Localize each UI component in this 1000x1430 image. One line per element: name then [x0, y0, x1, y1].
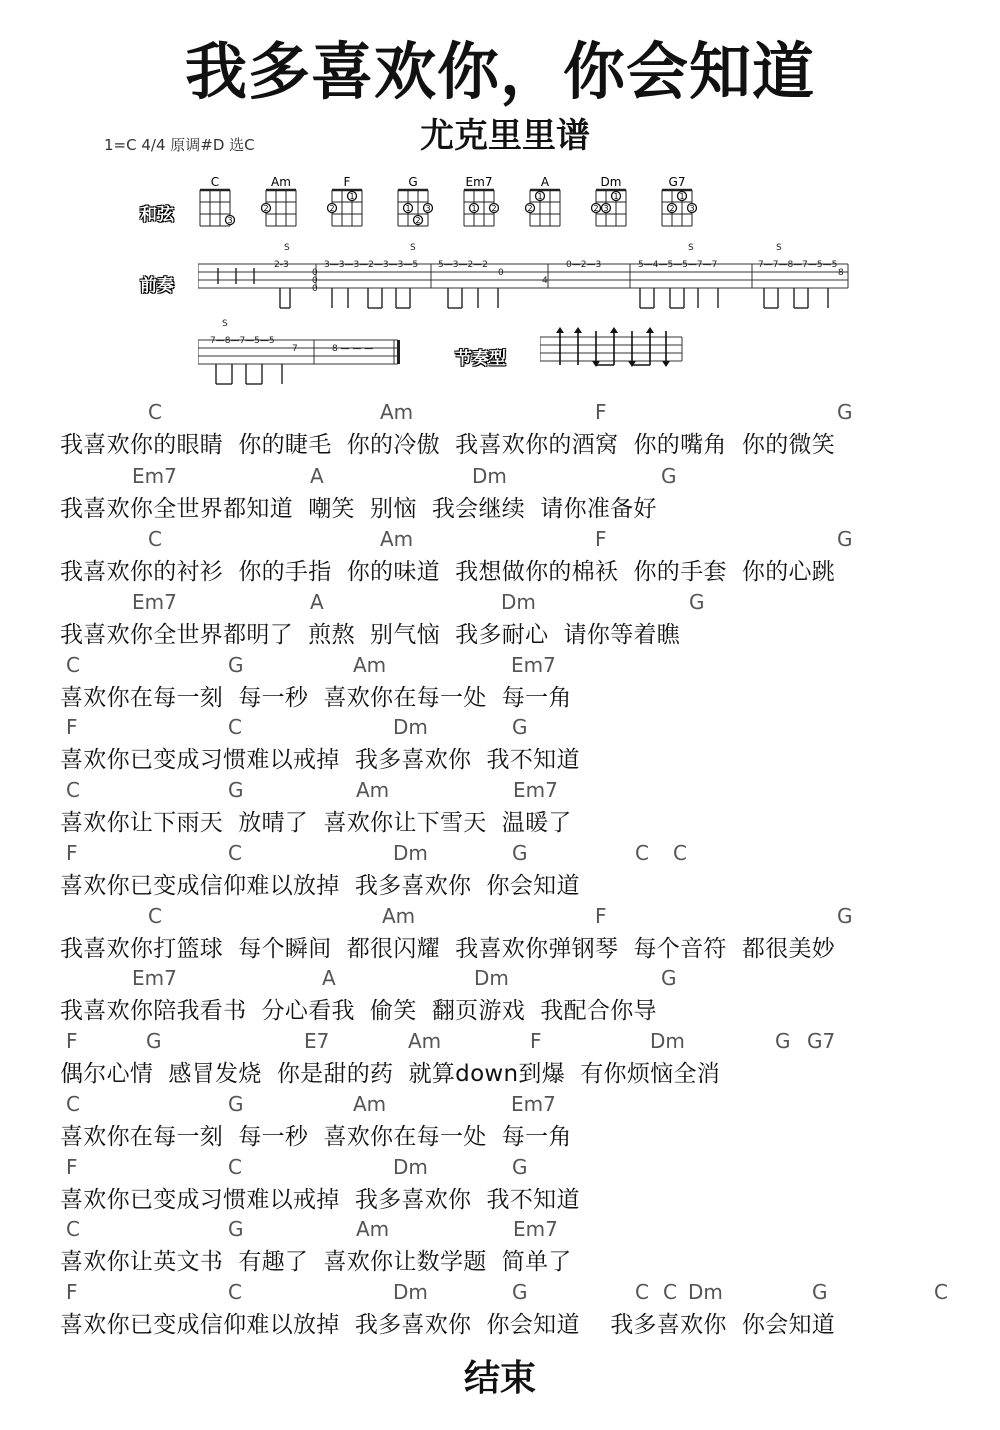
lyric-line	[60, 400, 980, 459]
chords-label: 和弦	[140, 205, 174, 225]
chord-label: G	[512, 1155, 528, 1179]
chord-diagram-am	[262, 175, 297, 226]
chord-name: G7	[668, 175, 686, 189]
svg-text:3: 3	[603, 204, 609, 213]
lyric-text: 喜欢你已变成信仰难以放掉 我多喜欢你 你会知道	[60, 873, 580, 899]
chord-label: G	[661, 464, 677, 488]
chord-label: C	[228, 1155, 242, 1179]
chord-label: C	[66, 1092, 80, 1116]
lyric-line	[60, 715, 980, 774]
svg-text:1: 1	[405, 204, 411, 213]
chord-row	[60, 653, 980, 679]
chord-name: Em7	[465, 175, 493, 189]
svg-text:1: 1	[471, 204, 477, 213]
chord-label: Em7	[132, 966, 177, 990]
svg-text:0—2—3: 0—2—3	[566, 260, 602, 270]
chord-label: Em7	[132, 464, 177, 488]
chord-label: C	[635, 841, 649, 865]
chord-label: A	[322, 966, 336, 990]
chord-label: G	[228, 1217, 244, 1241]
chord-diagram-g7	[662, 175, 697, 226]
svg-text:8 — — —: 8 — — —	[332, 344, 374, 354]
svg-text:0: 0	[312, 276, 318, 286]
chord-label: C	[934, 1280, 948, 1304]
chord-label: Dm	[688, 1280, 723, 1304]
chord-label: Dm	[501, 590, 536, 614]
lyric-text: 我喜欢你陪我看书 分心看我 偷笑 翻页游戏 我配合你导	[60, 998, 657, 1024]
chord-label: G	[228, 653, 244, 677]
chord-label: F	[66, 715, 78, 739]
chord-label: G	[228, 1092, 244, 1116]
chord-label: Dm	[393, 715, 428, 739]
chord-label: Em7	[513, 778, 558, 802]
chord-label: C	[663, 1280, 677, 1304]
lyric-text: 我喜欢你打篮球 每个瞬间 都很闪耀 我喜欢你弹钢琴 每个音符 都很美妙	[60, 936, 836, 962]
chord-row	[60, 778, 980, 804]
lyric-line	[60, 653, 980, 712]
svg-text:3: 3	[227, 216, 233, 225]
chord-label: C	[148, 904, 162, 928]
chord-row	[60, 966, 980, 992]
chord-diagram-a	[526, 175, 561, 226]
chord-label: C	[228, 1280, 242, 1304]
chord-row	[60, 1092, 980, 1118]
key-info: 1=C 4/4 原调#D 选C	[104, 136, 255, 154]
chord-label: Am	[408, 1029, 442, 1053]
chord-label: F	[66, 1280, 78, 1304]
chord-row	[60, 904, 980, 930]
chord-label: A	[310, 464, 324, 488]
chord-label: Am	[380, 527, 414, 551]
svg-text:S: S	[776, 243, 782, 253]
svg-text:7: 7	[292, 344, 298, 354]
lyric-line	[60, 1029, 980, 1088]
chord-label: G	[837, 527, 853, 551]
svg-text:2: 2	[491, 204, 497, 213]
chord-label: C	[66, 653, 80, 677]
intro-label: 前奏	[140, 276, 174, 296]
chord-label: F	[595, 904, 607, 928]
chord-label: E7	[304, 1029, 330, 1053]
svg-text:5—4—5—5—7—7: 5—4—5—5—7—7	[638, 260, 718, 270]
chord-label: C	[66, 778, 80, 802]
chord-label: Em7	[511, 1092, 556, 1116]
chord-label: G	[775, 1029, 791, 1053]
chord-label: Am	[353, 653, 387, 677]
lyric-line	[60, 1092, 980, 1151]
chord-label: F	[66, 1029, 78, 1053]
chord-label: C	[66, 1217, 80, 1241]
svg-text:S: S	[410, 243, 416, 253]
chord-label: G	[512, 1280, 528, 1304]
chord-label: Dm	[650, 1029, 685, 1053]
chord-diagram-c	[200, 175, 235, 226]
intro-tab-row-2	[198, 312, 404, 388]
svg-text:4: 4	[542, 276, 548, 286]
lyric-line	[60, 778, 980, 837]
chord-label: C	[673, 841, 687, 865]
chord-row	[60, 1029, 980, 1055]
chord-label: C	[228, 715, 242, 739]
chord-diagram-dm	[592, 175, 627, 226]
chord-name: G	[408, 175, 418, 189]
chord-label: G	[689, 590, 705, 614]
lyric-text: 喜欢你让英文书 有趣了 喜欢你让数学题 简单了	[60, 1249, 572, 1275]
chord-label: G	[512, 715, 528, 739]
chord-label: A	[310, 590, 324, 614]
svg-text:S: S	[284, 243, 290, 253]
chord-row	[60, 590, 980, 616]
lyric-text: 我喜欢你全世界都明了 煎熬 别气恼 我多耐心 请你等着瞧	[60, 622, 681, 648]
svg-text:1: 1	[613, 192, 619, 201]
lyric-text: 偶尔心情 感冒发烧 你是甜的药 就算down到爆 有你烦恼全消	[60, 1061, 721, 1087]
chord-label: F	[595, 400, 607, 424]
chord-row	[60, 1155, 980, 1181]
lyric-line	[60, 841, 980, 900]
chord-label: G	[228, 778, 244, 802]
svg-text:1: 1	[537, 192, 543, 201]
svg-text:1: 1	[349, 192, 355, 201]
chord-name: F	[343, 175, 351, 189]
chord-diagrams	[190, 172, 730, 234]
lyric-text: 我喜欢你的衬衫 你的手指 你的味道 我想做你的棉袄 你的手套 你的心跳	[60, 559, 836, 585]
chord-label: Dm	[472, 464, 507, 488]
chord-label: Am	[356, 778, 390, 802]
lyric-line	[60, 1217, 980, 1276]
svg-text:S: S	[688, 243, 694, 253]
chord-label: G	[146, 1029, 162, 1053]
chord-label: F	[66, 841, 78, 865]
chord-label: Dm	[393, 1280, 428, 1304]
chord-row	[60, 841, 980, 867]
chord-label: Am	[382, 904, 416, 928]
lyric-text: 喜欢你在每一刻 每一秒 喜欢你在每一处 每一角	[60, 1124, 572, 1150]
lyric-text: 喜欢你已变成习惯难以戒掉 我多喜欢你 我不知道	[60, 747, 580, 773]
svg-text:0: 0	[312, 284, 318, 294]
rhythm-pattern	[540, 325, 685, 387]
chord-name: A	[540, 175, 550, 189]
lyric-line	[60, 1280, 980, 1339]
chord-label: F	[66, 1155, 78, 1179]
svg-text:2: 2	[669, 204, 675, 213]
chord-label: C	[635, 1280, 649, 1304]
svg-text:2: 2	[263, 204, 269, 213]
svg-text:3: 3	[689, 204, 695, 213]
chord-diagram-g	[398, 175, 433, 226]
lyric-text: 喜欢你在每一刻 每一秒 喜欢你在每一处 每一角	[60, 685, 572, 711]
chord-name: C	[210, 175, 220, 189]
lyric-line	[60, 1155, 980, 1214]
rhythm-label: 节奏型	[455, 349, 506, 369]
chord-label: Em7	[513, 1217, 558, 1241]
chord-label: F	[530, 1029, 542, 1053]
chord-label: C	[148, 527, 162, 551]
chord-name: Dm	[600, 175, 622, 189]
intro-tab-row-1	[198, 238, 850, 314]
chord-label: G7	[807, 1029, 836, 1053]
chord-name: Am	[271, 175, 291, 189]
chord-label: Em7	[511, 653, 556, 677]
svg-text:3: 3	[425, 204, 431, 213]
lyric-line	[60, 527, 980, 586]
chord-row	[60, 1217, 980, 1243]
lyric-text: 喜欢你让下雨天 放晴了 喜欢你让下雪天 温暖了	[60, 810, 572, 836]
chord-diagram-f	[328, 175, 363, 226]
chord-label: Dm	[474, 966, 509, 990]
chord-row	[60, 527, 980, 553]
svg-text:2: 2	[593, 204, 599, 213]
chord-label: G	[512, 841, 528, 865]
chord-label: Am	[353, 1092, 387, 1116]
chord-label: Am	[380, 400, 414, 424]
svg-text:1: 1	[679, 192, 685, 201]
chord-diagram-em7	[464, 175, 499, 226]
chord-label: Dm	[393, 841, 428, 865]
chord-label: C	[228, 841, 242, 865]
svg-text:7—7—8—7—5—5: 7—7—8—7—5—5	[758, 260, 838, 270]
lyric-text: 我喜欢你全世界都知道 嘲笑 别恼 我会继续 请你准备好	[60, 496, 657, 522]
chord-label: F	[595, 527, 607, 551]
svg-text:0: 0	[498, 268, 504, 278]
song-subtitle: 尤克里里谱	[420, 116, 590, 156]
chord-label: G	[812, 1280, 828, 1304]
svg-text:5—3—2—2: 5—3—2—2	[438, 260, 488, 270]
lyric-line	[60, 966, 980, 1025]
chord-label: Em7	[132, 590, 177, 614]
chord-row	[60, 464, 980, 490]
svg-text:2: 2	[329, 204, 335, 213]
song-title: 我多喜欢你，你会知道	[184, 35, 815, 108]
svg-text:8: 8	[838, 268, 844, 278]
svg-text:S: S	[222, 319, 228, 329]
lyric-text: 我喜欢你的眼睛 你的睫毛 你的冷傲 我喜欢你的酒窝 你的嘴角 你的微笑	[60, 432, 836, 458]
lyric-line	[60, 590, 980, 649]
lyric-line	[60, 464, 980, 523]
svg-text:2: 2	[527, 204, 533, 213]
chord-label: Am	[356, 1217, 390, 1241]
chord-label: C	[148, 400, 162, 424]
ending-label: 结束	[463, 1358, 536, 1399]
lyric-line	[60, 904, 980, 963]
svg-text:3—3—3—2—3—3—5: 3—3—3—2—3—3—5	[324, 260, 419, 270]
chord-label: G	[837, 904, 853, 928]
chord-label: G	[661, 966, 677, 990]
chord-label: Dm	[393, 1155, 428, 1179]
chord-row	[60, 400, 980, 426]
chord-row	[60, 715, 980, 741]
chord-label: G	[837, 400, 853, 424]
svg-text:0: 0	[312, 268, 318, 278]
lyric-text: 喜欢你已变成习惯难以戒掉 我多喜欢你 我不知道	[60, 1187, 580, 1213]
svg-text:7—8—7—5—5: 7—8—7—5—5	[210, 336, 275, 346]
lyric-text: 喜欢你已变成信仰难以放掉 我多喜欢你 你会知道 我多喜欢你 你会知道	[60, 1312, 836, 1338]
svg-text:2-3: 2-3	[274, 260, 289, 270]
svg-text:2: 2	[415, 216, 421, 225]
chord-row	[60, 1280, 980, 1306]
